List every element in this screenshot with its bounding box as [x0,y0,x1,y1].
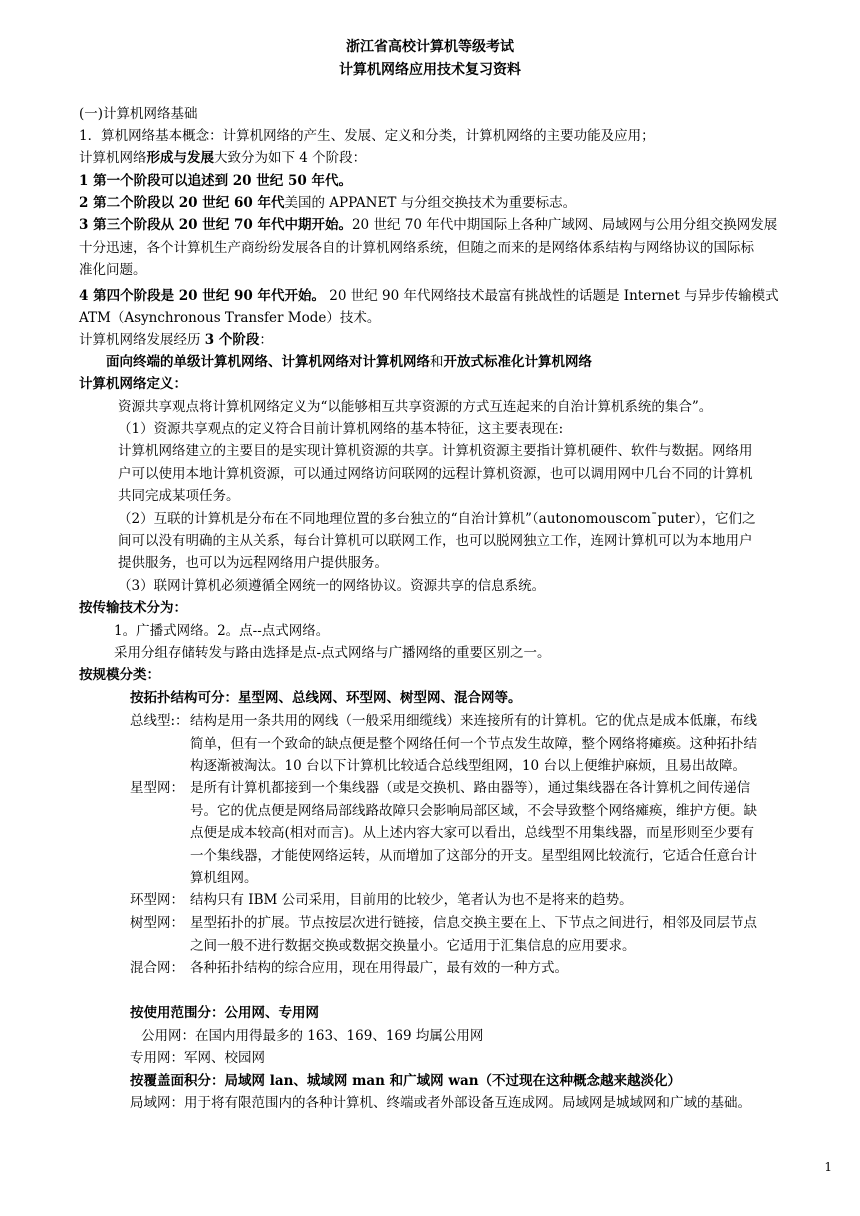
text-line: 之间一般不进行数据交换或数据交换量小。它适用于汇集信息的应用要求。 [190,938,636,954]
text-line: （2）互联的计算机是分布在不同地理位置的多台独立的“自治计算机”（autonomouscom¯puter），它们之 [118,511,756,527]
text-line: 是所有计算机都接到一个集线器（或是交换机、路由器等），通过集线器在各计算机之间传递信 [190,780,751,796]
section-heading: 计算机网络定义： [79,376,187,392]
stage-line: 1 第一个阶段可以追述到 20 世纪 50 年代。 [79,173,352,189]
bold-span: 2 第二个阶段以 20 世纪 60 年代 [79,195,285,211]
term-label: 星型网： [130,780,184,796]
text-line: 简单，但有一个致命的缺点便是整个网络任何一个节点发生故障，整个网络将瘫痪。这种拓扑结 [190,736,757,752]
section-heading: (一)计算机网络基础 [79,106,198,122]
term-label: 混合网： [130,960,184,976]
term-label: 总线型:： [130,713,189,729]
text-line: （1）资源共享观点的定义符合目前计算机网络的基本特征，这主要表现在: [118,421,564,437]
bold-span: 4 第四个阶段是 20 世纪 90 年代开始。 [79,288,325,304]
text-line: 构逐渐被淘汰。10 台以下计算机比较适合总线型组网，10 台以上便维护麻烦，且易出故障。 [190,758,746,774]
bold-span: 3 个阶段 [204,332,260,348]
text-line: 算机组网。 [190,870,258,886]
stage-line [79,192,576,214]
text-span: 美国的 APPANET 与分组交换技术为重要标志。 [284,195,577,211]
text-line: 结构是用一条共用的网线（一般采用细缆线）来连接所有的计算机。它的优点是成本低廉，布线 [190,713,757,729]
text-line: 计算机网络建立的主要目的是实现计算机资源的共享。计算机资源主要指计算机硬件、软件与数据。网络用 [118,443,753,459]
subsection-heading: 按使用范围分：公用网、专用网 [130,1005,319,1021]
section-heading: 按传输技术分为： [79,600,187,616]
section-heading: 按规模分类： [79,667,160,683]
stage-line [79,214,777,236]
page-number: 1 [824,1160,832,1174]
text-line: 星型拓扑的扩展。节点按层次进行链接，信息交换主要在上、下节点之间进行，相邻及同层节点 [190,915,757,931]
text-line: 准化问题。 [79,262,147,278]
text-span: 20 世纪 70 年代中期国际上各种广域网、局域网与公用分组交换网发展 [351,217,778,233]
text-line: 一个集线器，才能使网络运转，从而增加了这部分的开支。星型组网比较流行，它适合任意台计 [190,848,757,864]
text-line: 共同完成某项任务。 [118,488,240,504]
text-line: 结构只有 IBM 公司采用，目前用的比较少，笔者认为也不是将来的趋势。 [190,892,633,908]
text-line: （3）联网计算机必须遵循全网统一的网络协议。资源共享的信息系统。 [118,578,546,594]
text-line [79,329,273,351]
text-span: 和 [430,354,444,370]
text-line: 专用网：军网、校园网 [130,1050,265,1066]
text-line: ATM（Asynchronous Transfer Mode）技术。 [79,310,381,326]
text-line: 十分迅速，各个计算机生产商纷纷发展各自的计算机网络系统，但随之而来的是网络体系结构与网络协议的国际标 [79,240,754,256]
text-line: 点便是成本较高(相对而言)。从上述内容大家可以看出，总线型不用集线器，而星形则至少要有 [190,825,755,841]
bold-span: 面向终端的单级计算机网络、计算机网络对计算机网络 [106,354,430,370]
text-line: 间可以没有明确的主从关系，每台计算机可以联网工作，也可以脱网独立工作，连网计算机可以为本地用户 [118,533,753,549]
text-line: 1．算机网络基本概念：计算机网络的产生、发展、定义和分类，计算机网络的主要功能及应用； [79,128,655,144]
bold-span: 开放式标准化计算机网络 [443,354,592,370]
text-line: 1。广播式网络。2。点--点式网络。 [114,623,330,639]
text-line: 户可以使用本地计算机资源，可以通过网络访问联网的远程计算机资源，也可以调用网中几台不同的计算机 [118,466,753,482]
text-line: 资源共享观点将计算机网络定义为“以能够相互共享资源的方式互连起来的自治计算机系统的集合”。 [118,399,713,415]
bold-span: 3 第三个阶段从 20 世纪 70 年代中期开始。 [79,217,352,233]
text-span: 大致分为如下 4 个阶段： [214,150,367,166]
text-span: 20 世纪 90 年代网络技术最富有挑战性的话题是 Internet 与异步传输模式 [324,288,779,304]
text-span: 计算机网络发展经历 [79,332,205,348]
text-span: ： [259,332,273,348]
text-line: 号。它的优点便是网络局部线路故障只会影响局部区域，不会导致整个网络瘫痪，维护方便。缺 [190,803,757,819]
bold-span: 形成与发展 [146,150,214,166]
text-span: 计算机网络 [79,150,147,166]
doc-subtitle: 计算机网络应用技术复习资料 [339,62,521,78]
text-line: 采用分组存储转发与路由选择是点-点式网络与广播网络的重要区别之一。 [114,645,551,661]
doc-title: 浙江省高校计算机等级考试 [346,39,514,55]
term-label: 环型网： [130,892,184,908]
text-line [79,147,366,169]
term-label: 树型网： [130,915,184,931]
text-line: 各种拓扑结构的综合应用，现在用得最广，最有效的一种方式。 [190,960,568,976]
subsection-heading: 按拓扑结构可分：星型网、总线网、环型网、树型网、混合网等。 [130,690,522,706]
stage-line [79,285,779,307]
text-line [106,351,592,373]
text-line: 公用网：在国内用得最多的 163、169、169 均属公用网 [141,1028,484,1044]
text-line: 局域网：用于将有限范围内的各种计算机、终端或者外部设备互连成网。局域网是城域网和广域的基础。 [130,1095,751,1111]
subsection-heading: 按覆盖面积分：局域网 lan、城域网 man 和广域网 wan（不过现在这种概念越来越淡化） [130,1073,682,1089]
text-line: 提供服务，也可以为远程网络用户提供服务。 [118,555,388,571]
